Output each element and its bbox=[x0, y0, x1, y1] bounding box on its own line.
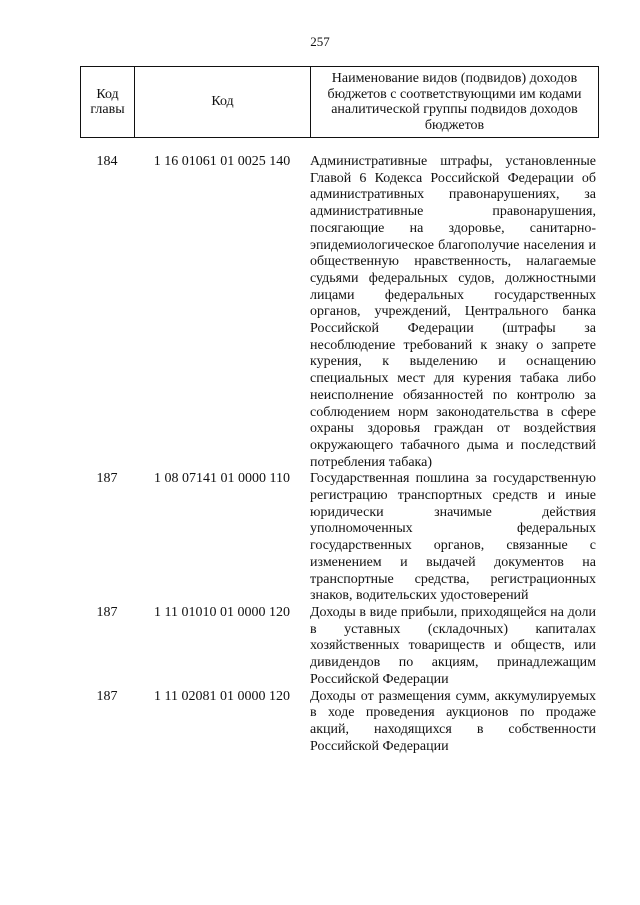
row-code: 1 11 01010 01 0000 120 bbox=[154, 604, 290, 620]
table-body bbox=[80, 154, 598, 755]
page-number: 257 bbox=[310, 34, 330, 49]
row-chapter: 187 bbox=[96, 604, 118, 620]
table-header bbox=[80, 66, 599, 138]
row-name: Доходы в виде прибыли, приходящейся на доли в уставных (складочных) капиталах хозяйственных товариществ и обществ, или дивидендов по акциям, принадлежащим Российской Федерации bbox=[310, 604, 596, 687]
table-row bbox=[80, 471, 598, 605]
header-chapter-code: Код главы bbox=[81, 67, 135, 138]
row-chapter: 187 bbox=[96, 688, 118, 704]
row-chapter: 184 bbox=[96, 154, 118, 169]
table-row bbox=[80, 689, 598, 756]
row-code: 1 08 07141 01 0000 110 bbox=[154, 471, 290, 487]
row-name: Административные штрафы, установленные Главой 6 Кодекса Российской Федерации об административных правонарушениях, за административные правонарушения, посягающие на здоровье, санитарно-эпидемиологическое благополучие населения и общественную нравственность, налагаемые судьями федеральных судов, должностными лицами федеральных государственных органов, учреждений, Центрального банка Российской Федерации (штрафы за несоблюдение требований к знаку о запрете курения, к выделению и оснащению специальных мест для курения табака либо неисполнение обязанностей по контролю за соблюдением норм законодательства в сфере охраны здоровья граждан от воздействия окружающего табачного дыма и последствий потребления табака) bbox=[310, 154, 596, 470]
table-row bbox=[80, 154, 598, 471]
row-name: Доходы от размещения сумм, аккумулируемых в ходе проведения аукционов по продаже акций, находящихся в собственности Российской Федерации bbox=[310, 688, 596, 754]
row-code: 1 11 02081 01 0000 120 bbox=[154, 688, 290, 704]
row-chapter: 187 bbox=[96, 471, 118, 487]
table-row bbox=[80, 605, 598, 689]
row-name: Государственная пошлина за государственную регистрацию транспортных средств и иные юридически значимые действия уполномоченных федеральных государственных органов, связанные с изменением и выдачей документов на транспортные средства, регистрационных знаков, водительских удостоверений bbox=[310, 471, 596, 604]
row-code: 1 16 01061 01 0025 140 bbox=[153, 154, 291, 169]
header-code: Код bbox=[135, 67, 311, 138]
header-name: Наименование видов (подвидов) доходов бюджетов с соответствующими им кодами аналитической группы подвидов доходов бюджетов bbox=[311, 67, 599, 138]
